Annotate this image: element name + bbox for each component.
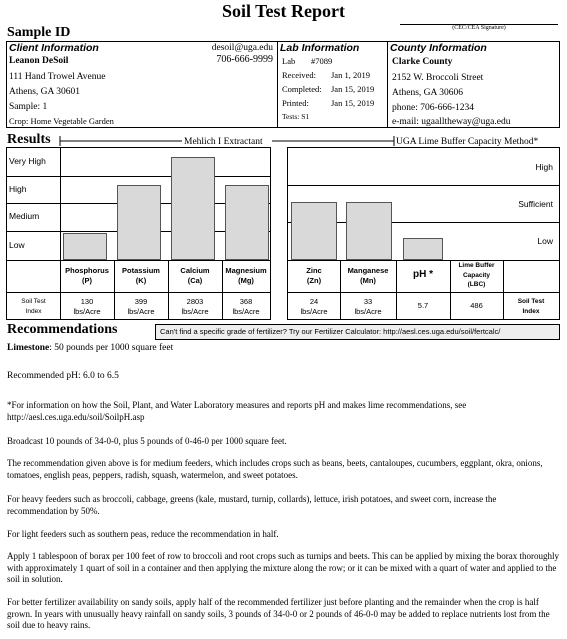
lbc-value: 486 bbox=[470, 301, 483, 310]
manganese-unit: lbs/Acre bbox=[354, 307, 382, 316]
right-soil-test-index-l2: Index bbox=[522, 308, 540, 315]
manganese-value: 33 bbox=[363, 297, 373, 306]
right-level-sufficient: Sufficient bbox=[518, 199, 553, 209]
level-low: Low bbox=[9, 240, 25, 250]
tests-code: Tests: S1 bbox=[282, 112, 310, 121]
left-results-chart bbox=[6, 147, 271, 320]
fertilizer-calculator-note[interactable] bbox=[155, 324, 560, 340]
client-email: desoil@uga.edu bbox=[211, 43, 273, 53]
received-date: Jan 1, 2019 bbox=[331, 70, 370, 80]
right-level-high: High bbox=[535, 162, 553, 172]
bar-phosphorus bbox=[63, 233, 107, 260]
bar-calcium bbox=[171, 157, 215, 260]
county-address-line1: 2152 W. Broccoli Street bbox=[392, 73, 484, 83]
right-level-low: Low bbox=[537, 236, 553, 246]
calcium-unit: lbs/Acre bbox=[181, 307, 209, 316]
zinc-unit: lbs/Acre bbox=[300, 307, 328, 316]
rec-paragraph: Apply 1 tablespoon of borax per 100 feet of row to broccoli and root crops such as turnips and beets. This can be applied by mixing the borax thoroughly with approximately 1 quart of soil in a container and then applying the mixture along the row; or it can be mixed with a quart of water and applied to the soil in solution. bbox=[7, 551, 559, 584]
printed-date: Jan 15, 2019 bbox=[331, 98, 375, 108]
client-phone: 706-666-9999 bbox=[216, 54, 273, 65]
rec-paragraph: Broadcast 10 pounds of 34-0-0, plus 5 pounds of 0-46-0 per 1000 square feet. bbox=[7, 436, 287, 446]
calcium-symbol: (Ca) bbox=[187, 276, 203, 285]
client-name: Leanon DeSoil bbox=[9, 56, 69, 66]
county-phone: phone: 706-666-1234 bbox=[392, 103, 475, 113]
limestone-text: : 50 pounds per 1000 square feet bbox=[49, 343, 174, 353]
county-info-panel bbox=[387, 41, 560, 128]
potassium-name: Potassium bbox=[122, 266, 160, 275]
potassium-value: 399 bbox=[134, 297, 148, 306]
lab-info-header: Lab Information bbox=[280, 42, 360, 54]
county-info-header: County Information bbox=[390, 42, 487, 54]
phosphorus-value: 130 bbox=[80, 297, 94, 306]
ph-name: pH * bbox=[413, 269, 433, 280]
magnesium-symbol: (Mg) bbox=[238, 276, 254, 285]
manganese-name: Manganese bbox=[347, 266, 389, 275]
lab-info-panel bbox=[277, 41, 388, 128]
bar-manganese bbox=[346, 202, 392, 260]
soil-test-index-label-l2: Index bbox=[25, 308, 42, 315]
lbc-label-line1: Lime Buffer bbox=[458, 262, 495, 269]
completed-label: Completed: bbox=[282, 84, 322, 94]
zinc-name: Zinc bbox=[306, 266, 322, 275]
recommended-ph: Recommended pH: 6.0 to 6.5 bbox=[7, 371, 119, 381]
calcium-name: Calcium bbox=[180, 266, 210, 275]
county-email: e-mail: ugaalltheway@uga.edu bbox=[392, 117, 511, 127]
lbc-label-line2: Capacity bbox=[462, 271, 491, 279]
results-title: Results bbox=[7, 132, 51, 147]
level-very-high: Very High bbox=[9, 156, 46, 166]
rec-paragraph: The recommendation given above is for medium feeders, which includes crops such as beans, beets, cantaloupes, cucumbers, eggplant, okra, onions, tomatoes, english peas, peppers, radish, squash, watermelon, and sweet potatoes. bbox=[7, 458, 543, 480]
potassium-unit: lbs/Acre bbox=[127, 307, 155, 316]
phosphorus-symbol: (P) bbox=[82, 276, 92, 285]
printed-label: Printed: bbox=[282, 98, 309, 108]
magnesium-unit: lbs/Acre bbox=[232, 307, 260, 316]
completed-date: Jan 15, 2019 bbox=[331, 84, 375, 94]
phosphorus-unit: lbs/Acre bbox=[73, 307, 101, 316]
phosphorus-name: Phosphorus bbox=[65, 266, 109, 275]
potassium-symbol: (K) bbox=[135, 276, 147, 285]
ph-value: 5.7 bbox=[417, 301, 429, 310]
zinc-value: 24 bbox=[309, 297, 319, 306]
limestone-label: Limestone bbox=[7, 343, 50, 353]
client-info-header: Client Information bbox=[9, 42, 99, 54]
bar-magnesium bbox=[225, 185, 269, 260]
right-results-chart bbox=[287, 147, 560, 320]
lab-label: Lab bbox=[282, 56, 296, 66]
rec-paragraph: For heavy feeders such as broccoli, cabbage, greens (kale, mustard, turnip, collards), lettuce, irish potatoes, and sweet corn, increase the recommendation by 50%. bbox=[7, 494, 497, 516]
soil-test-index-label-l1: Soil Test bbox=[21, 298, 46, 305]
fertilizer-calculator-text[interactable]: Can't find a specific grade of fertilizer? Try our Fertilizer Calculator: http://aesl.ces.uga.edu/soil/fertcalc/ bbox=[160, 327, 501, 336]
left-method-label: Mehlich I Extractant bbox=[184, 137, 263, 147]
right-soil-test-index-l1: Soil Test bbox=[517, 298, 545, 305]
manganese-symbol: (Mn) bbox=[360, 276, 376, 285]
rec-paragraph: For better fertilizer availability on sandy soils, apply half of the recommended fertilizer just before planting and the remainder when the crop is half grown. In years with unusually heavy rainfall on sandy soils, 3 pounds of 34-0-0 or 2 pounds of 46-0-0 may be added to replace nutrients lost from the soil due to heavy rains. bbox=[7, 597, 550, 630]
limestone-line bbox=[7, 343, 559, 355]
right-method-label: UGA Lime Buffer Capacity Method* bbox=[396, 137, 539, 147]
county-address-line2: Athens, GA 30606 bbox=[392, 88, 463, 98]
signature-line bbox=[400, 18, 558, 25]
sample-number: Sample: 1 bbox=[9, 102, 48, 112]
level-medium: Medium bbox=[9, 211, 40, 221]
report-title: Soil Test Report bbox=[221, 1, 345, 21]
county-name: Clarke County bbox=[392, 57, 453, 67]
received-label: Received: bbox=[282, 70, 316, 80]
magnesium-value: 368 bbox=[239, 297, 253, 306]
signature-label: (CEC/CEA Signature) bbox=[452, 25, 506, 31]
recommendations-title: Recommendations bbox=[7, 322, 118, 337]
client-address-line2: Athens, GA 30601 bbox=[9, 87, 80, 97]
client-address-line1: 111 Hand Trowel Avenue bbox=[9, 72, 106, 82]
lbc-label-line3: (LBC) bbox=[467, 281, 486, 288]
bar-ph bbox=[403, 238, 443, 260]
level-high: High bbox=[9, 184, 27, 194]
magnesium-name: Magnesium bbox=[225, 266, 267, 275]
rec-paragraph: For light feeders such as southern peas, reduce the recommendation in half. bbox=[7, 529, 279, 539]
sample-id-label: Sample ID bbox=[7, 25, 71, 40]
bar-potassium bbox=[117, 185, 161, 260]
lab-number: #7089 bbox=[311, 56, 333, 66]
crop-type: Crop: Home Vegetable Garden bbox=[9, 116, 114, 126]
client-info-panel bbox=[6, 41, 278, 128]
zinc-symbol: (Zn) bbox=[306, 276, 322, 285]
bar-zinc bbox=[291, 202, 337, 260]
rec-paragraph: *For information on how the Soil, Plant, and Water Laboratory measures and reports pH and makes lime recommendations, see http://aesl.ces.uga.edu/soil/SoilpH.asp bbox=[7, 400, 467, 422]
calcium-value: 2803 bbox=[186, 297, 204, 306]
